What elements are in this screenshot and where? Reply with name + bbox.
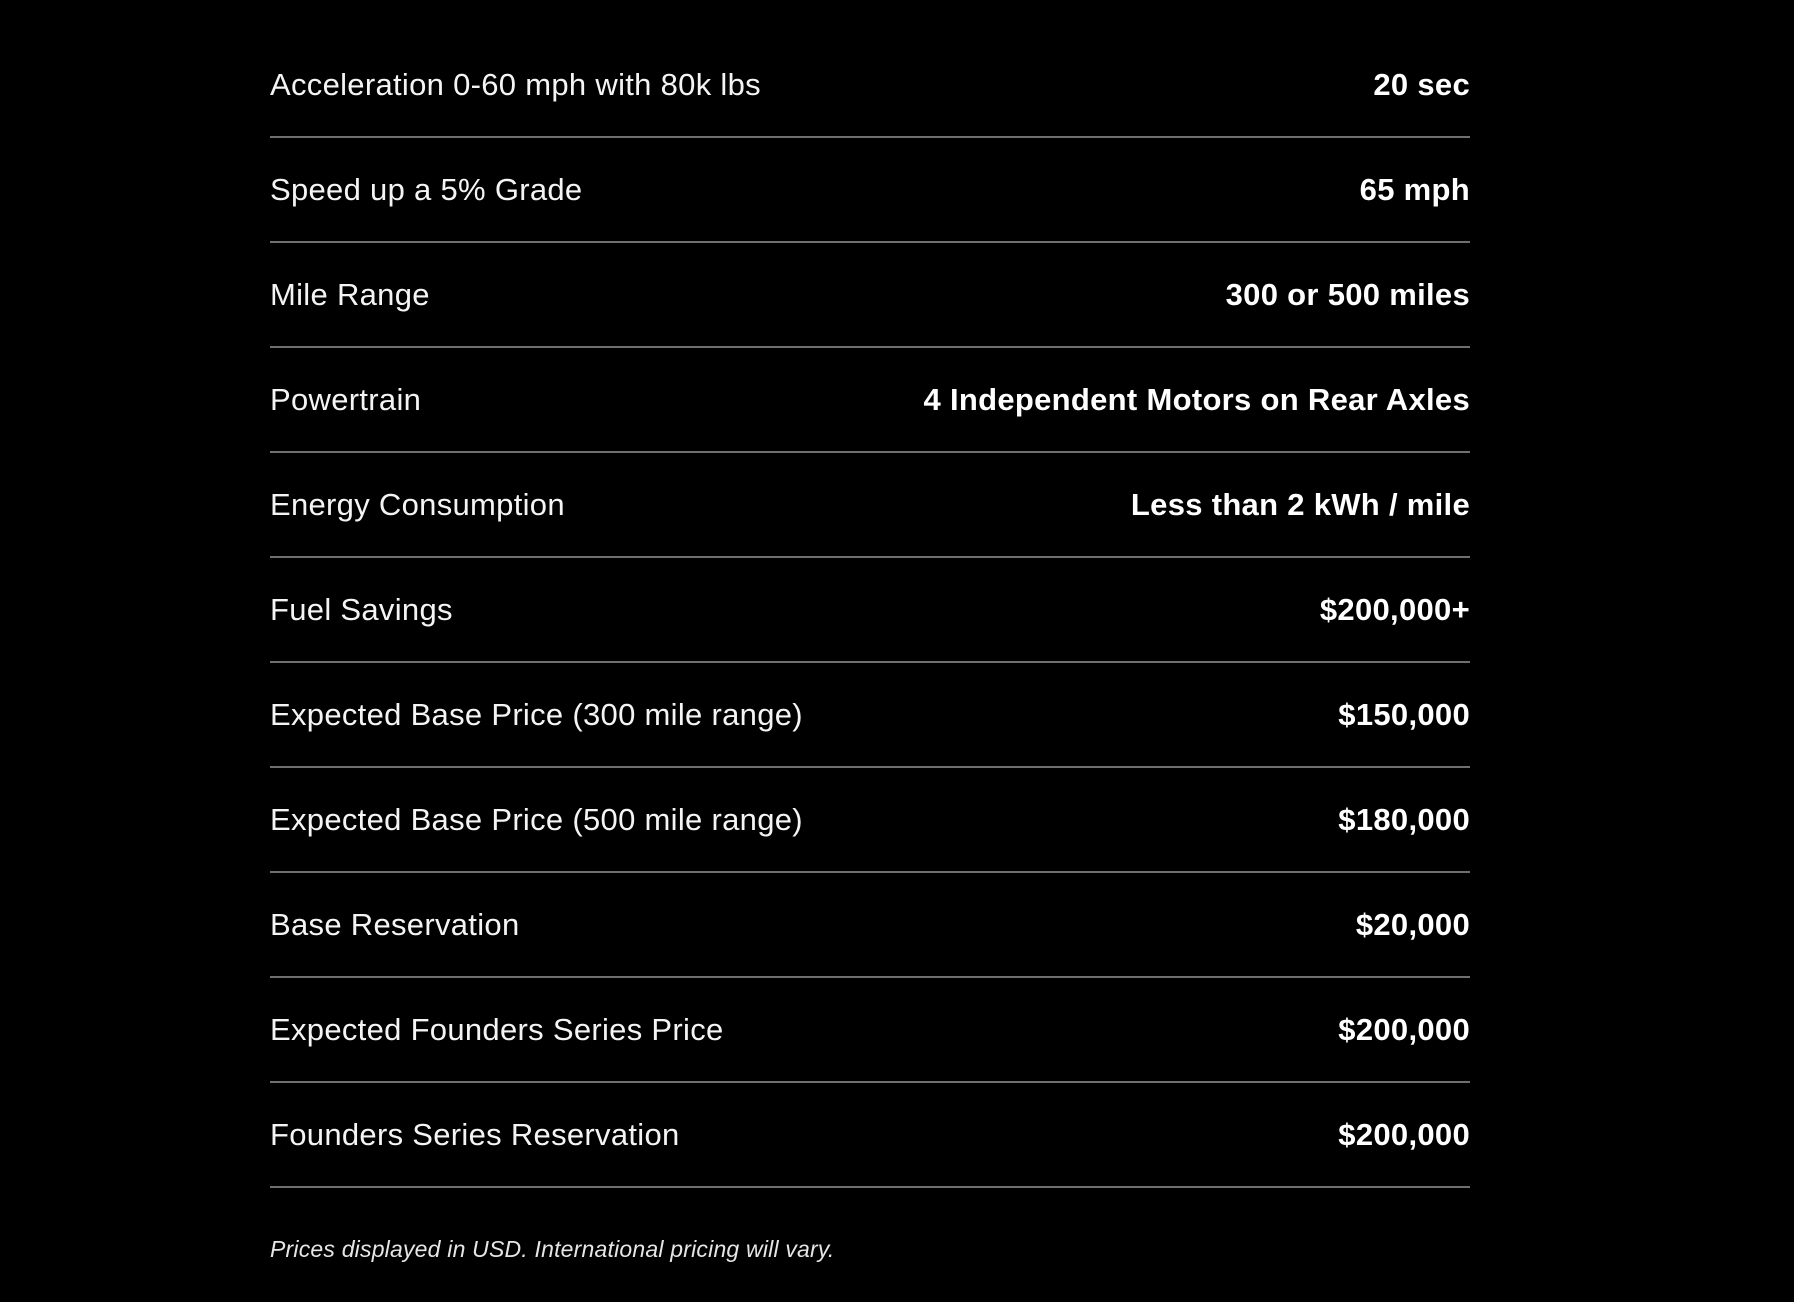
spec-row-base-price-300 (270, 663, 1470, 768)
spec-row-base-price-500 (270, 768, 1470, 873)
spec-label: Speed up a 5% Grade (270, 171, 583, 207)
spec-table (270, 33, 1470, 1188)
spec-label: Energy Consumption (270, 486, 565, 522)
pricing-disclaimer: Prices displayed in USD. International pricing will vary. (270, 1236, 835, 1262)
spec-value: 65 mph (1359, 171, 1470, 207)
spec-label: Fuel Savings (270, 591, 453, 627)
spec-value: $150,000 (1338, 696, 1470, 732)
spec-label: Expected Base Price (300 mile range) (270, 696, 803, 732)
spec-label: Expected Founders Series Price (270, 1011, 724, 1047)
spec-label: Powertrain (270, 381, 422, 417)
spec-row-range (270, 243, 1470, 348)
spec-row-acceleration (270, 33, 1470, 138)
spec-value: $200,000+ (1319, 591, 1470, 627)
spec-value: Less than 2 kWh / mile (1130, 486, 1470, 522)
spec-row-founders-price (270, 978, 1470, 1083)
spec-label: Expected Base Price (500 mile range) (270, 801, 803, 837)
spec-label: Acceleration 0-60 mph with 80k lbs (270, 66, 761, 102)
spec-value: $200,000 (1338, 1116, 1470, 1152)
spec-value: 20 sec (1373, 66, 1470, 102)
spec-value: $180,000 (1338, 801, 1470, 837)
spec-row-fuel-savings (270, 558, 1470, 663)
spec-row-base-reservation (270, 873, 1470, 978)
spec-value: $200,000 (1338, 1011, 1470, 1047)
spec-label: Founders Series Reservation (270, 1116, 680, 1152)
spec-value: 4 Independent Motors on Rear Axles (923, 381, 1470, 417)
spec-value: 300 or 500 miles (1225, 276, 1470, 312)
spec-row-energy-consumption (270, 453, 1470, 558)
spec-label: Base Reservation (270, 906, 520, 942)
spec-value: $20,000 (1355, 906, 1470, 942)
spec-row-founders-reservation (270, 1083, 1470, 1188)
spec-label: Mile Range (270, 276, 430, 312)
spec-row-grade-speed (270, 138, 1470, 243)
spec-row-powertrain (270, 348, 1470, 453)
